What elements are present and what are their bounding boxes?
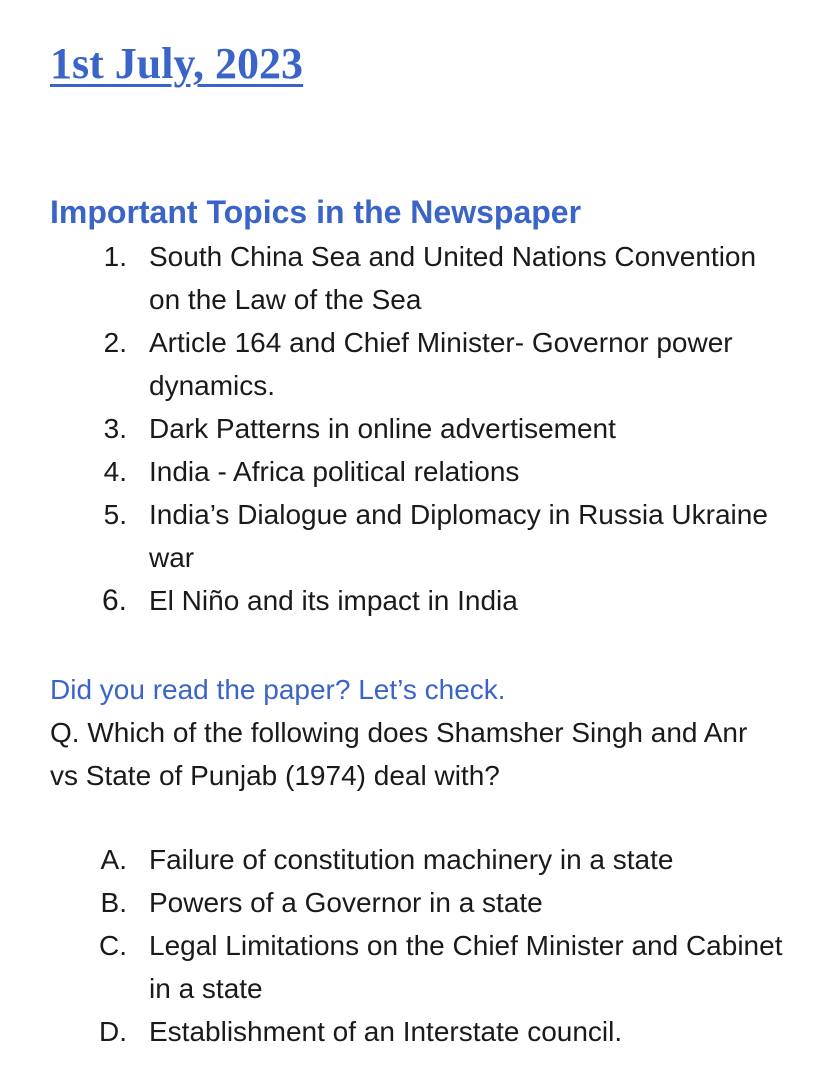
- list-number: 2.: [103, 327, 127, 358]
- topic-text: India - Africa political relations: [149, 456, 520, 487]
- answer-option: [0, 838, 827, 881]
- quiz-question: Q. Which of the following does Shamsher Singh and Anr vs State of Punjab (1974) deal with?: [50, 717, 748, 791]
- option-text: Establishment of an Interstate council.: [149, 1016, 623, 1047]
- list-number: 6.: [101, 584, 127, 617]
- list-item: [0, 235, 827, 321]
- list-item: [0, 450, 827, 493]
- option-letter: D.: [99, 1016, 127, 1047]
- topic-text: South China Sea and United Nations Convention on the Law of the Sea: [149, 241, 757, 315]
- list-item: [0, 493, 827, 579]
- topic-text: Dark Patterns in online advertisement: [149, 413, 616, 444]
- option-text: Powers of a Governor in a state: [149, 887, 543, 918]
- date-title: 1st July, 2023: [50, 39, 304, 88]
- answer-options-list: [0, 838, 827, 1053]
- option-letter: B.: [100, 887, 127, 918]
- topics-list: [0, 235, 827, 622]
- list-number: 5.: [103, 499, 127, 530]
- answer-option: [0, 881, 827, 924]
- topic-text: El Niño and its impact in India: [149, 585, 518, 616]
- option-text: Legal Limitations on the Chief Minister and Cabinet in a state: [149, 930, 783, 1004]
- list-number: 3.: [103, 413, 127, 444]
- list-item: [0, 407, 827, 450]
- topics-heading: Important Topics in the Newspaper: [50, 194, 582, 230]
- option-text: Failure of constitution machinery in a state: [149, 844, 674, 875]
- answer-option: [0, 924, 827, 1010]
- answer-option: [0, 1010, 827, 1053]
- list-item: [0, 579, 827, 622]
- quiz-prompt: Did you read the paper? Let’s check.: [50, 674, 506, 705]
- topic-text: Article 164 and Chief Minister- Governor power dynamics.: [149, 327, 733, 401]
- list-item: [0, 321, 827, 407]
- list-number: 1.: [103, 241, 127, 272]
- option-letter: C.: [99, 930, 127, 961]
- topic-text: India’s Dialogue and Diplomacy in Russia Ukraine war: [149, 499, 768, 573]
- option-letter: A.: [100, 844, 127, 875]
- list-number: 4.: [103, 456, 127, 487]
